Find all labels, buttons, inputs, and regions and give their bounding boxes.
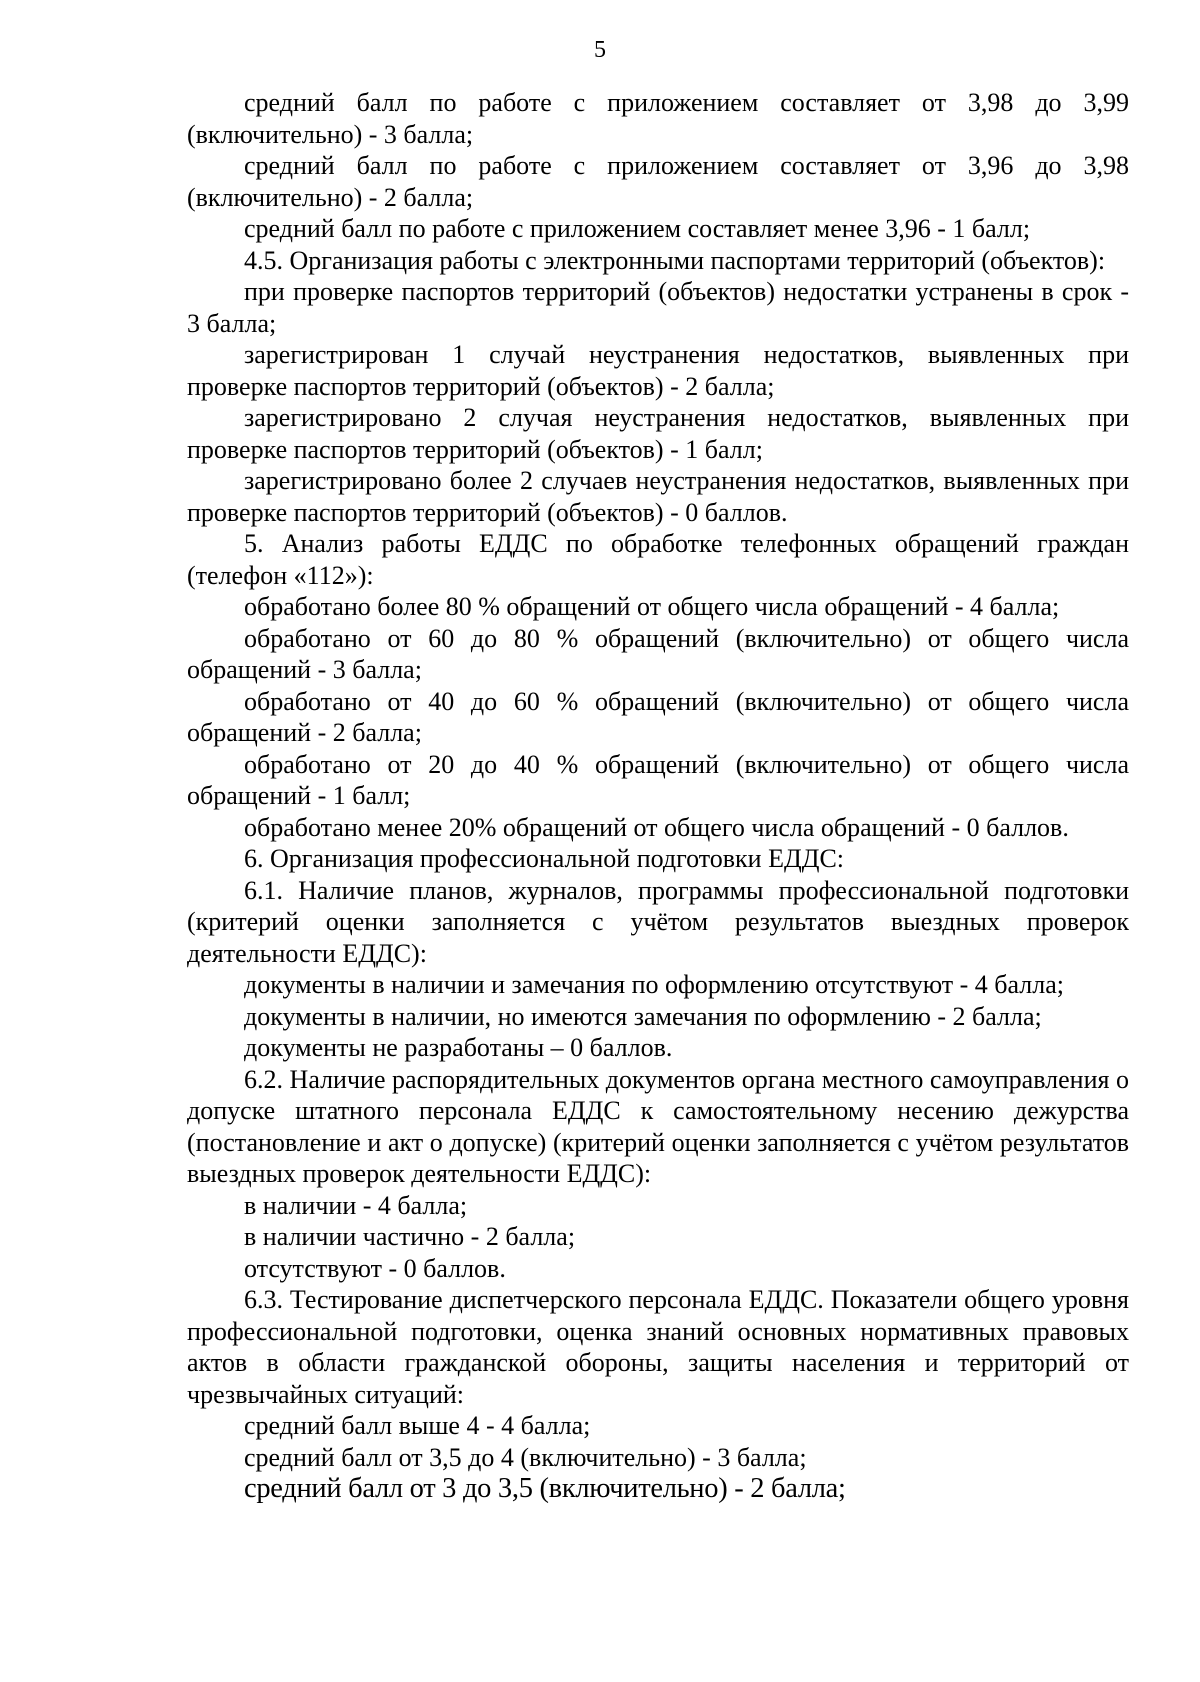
section-heading: 6.1. Наличие планов, журналов, программы профессиональной подготовки (критерий оценки заполняется с учётом результатов выездных проверок деятельности ЕДДС): [187,875,1129,968]
paragraph: средний балл выше 4 - 4 балла; [244,1411,591,1440]
paragraph: обработано менее 20% обращений от общего числа обращений - 0 баллов. [244,812,1069,842]
section-heading: 4.5. Организация работы с электронными паспортами территорий (объектов): [244,245,1106,275]
paragraph: документы не разработаны – 0 баллов. [244,1033,673,1062]
section-heading: 6.3. Тестирование диспетчерского персонала ЕДДС. Показатели общего уровня профессиональной подготовки, оценка знаний основных нормативных правовых актов в области гражданской обороны, защиты населения и территорий от чрезвычайных ситуаций: [187,1285,1129,1409]
paragraph: документы в наличии и замечания по оформлению отсутствуют - 4 балла; [244,970,1065,999]
paragraph: средний балл по работе с приложением составляет от 3,98 до 3,99 (включительно) - 3 балла; [187,88,1129,149]
paragraph: средний балл от 3,5 до 4 (включительно) - 3 балла; [244,1442,807,1472]
paragraph: в наличии частично - 2 балла; [244,1222,576,1251]
paragraph: зарегистрировано более 2 случаев неустранения недостатков, выявленных при проверке паспортов территорий (объектов) - 0 баллов. [187,466,1129,527]
paragraph: средний балл от 3 до 3,5 (включительно) - 2 балла; [244,1473,846,1504]
section-heading: 6. Организация профессиональной подготовки ЕДДС: [244,844,845,873]
paragraph: в наличии - 4 балла; [244,1190,468,1220]
paragraph: обработано от 40 до 60 % обращений (включительно) от общего числа обращений - 2 балла; [187,686,1129,747]
paragraph: средний балл по работе с приложением составляет менее 3,96 - 1 балл; [244,214,1031,243]
paragraph: обработано от 20 до 40 % обращений (включительно) от общего числа обращений - 1 балл; [187,749,1129,810]
paragraph: зарегистрирован 1 случай неустранения недостатков, выявленных при проверке паспортов территорий (объектов) - 2 балла; [187,340,1129,401]
paragraph: обработано более 80 % обращений от общего числа обращений - 4 балла; [244,592,1060,621]
paragraph: зарегистрировано 2 случая неустранения недостатков, выявленных при проверке паспортов территорий (объектов) - 1 балл; [187,403,1129,464]
paragraph: средний балл по работе с приложением составляет от 3,96 до 3,98 (включительно) - 2 балла; [187,151,1129,212]
paragraph: отсутствуют - 0 баллов. [244,1253,506,1283]
page-number: 5 [594,37,606,63]
paragraph: при проверке паспортов территорий (объектов) недостатки устранены в срок - 3 балла; [187,277,1129,338]
paragraph: документы в наличии, но имеются замечания по оформлению - 2 балла; [244,1001,1042,1031]
section-heading: 5. Анализ работы ЕДДС по обработке телефонных обращений граждан (телефон «112»): [187,529,1129,590]
document-body [187,87,1129,1505]
section-heading: 6.2. Наличие распорядительных документов органа местного самоуправления о допуске штатного персонала ЕДДС к самостоятельному несению дежурства (постановление и акт о допуске) (критерий оценки заполняется с учётом результатов выездных проверок деятельности ЕДДС): [187,1064,1129,1188]
paragraph: обработано от 60 до 80 % обращений (включительно) от общего числа обращений - 3 балла; [187,623,1129,684]
